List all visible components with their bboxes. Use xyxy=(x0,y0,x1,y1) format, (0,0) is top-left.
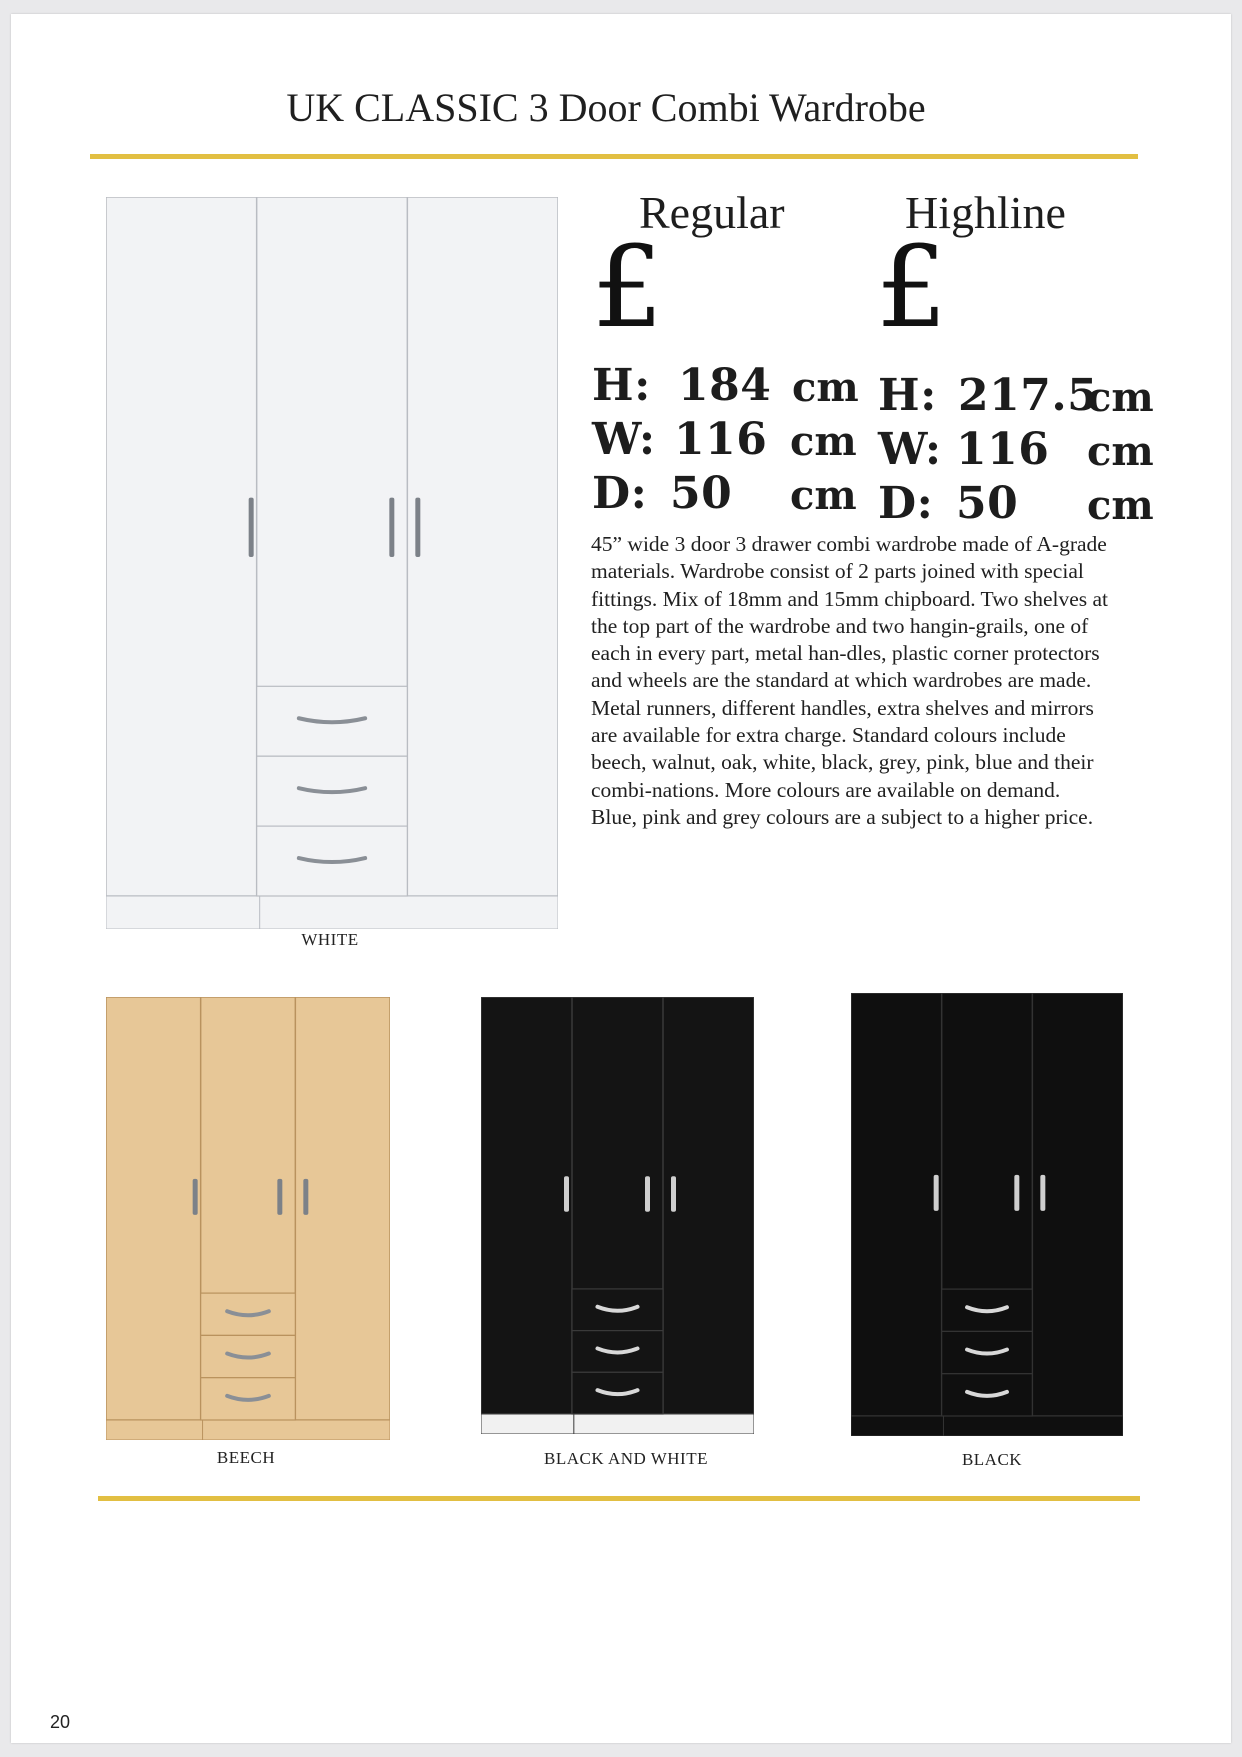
highline-depth-label: D: xyxy=(878,478,934,529)
door-handle xyxy=(193,1179,198,1215)
wardrobe-drawing xyxy=(106,197,558,929)
regular-heading: Regular xyxy=(639,187,785,238)
door-handle xyxy=(389,498,394,557)
regular-depth-unit: cm xyxy=(790,472,857,519)
highline-width-label: W: xyxy=(878,424,942,475)
highline-width-value: 116 xyxy=(956,424,1050,475)
caption-black-and-white: BLACK AND WHITE xyxy=(544,1449,708,1468)
caption-beech: BEECH xyxy=(216,1448,276,1467)
highline-heading: Highline xyxy=(905,187,1066,238)
regular-price-symbol: £ xyxy=(592,223,664,353)
bottom-divider xyxy=(98,1496,1140,1501)
door-handle xyxy=(671,1176,676,1211)
wardrobe-drawing xyxy=(481,997,754,1434)
caption-white: WHITE xyxy=(301,930,359,949)
door-handle xyxy=(415,498,420,557)
door-handle xyxy=(1014,1175,1019,1211)
door-handle xyxy=(645,1176,650,1211)
page-number: 20 xyxy=(50,1712,71,1732)
door-handle xyxy=(1040,1175,1045,1211)
door-handle xyxy=(277,1179,282,1215)
wardrobe-drawing xyxy=(106,997,390,1440)
door-handle xyxy=(249,498,254,557)
regular-depth-value: 50 xyxy=(670,468,733,519)
regular-height-label: H: xyxy=(592,360,651,411)
product-image-white xyxy=(106,197,558,929)
door-handle xyxy=(564,1176,569,1211)
product-description: 45” wide 3 door 3 drawer combi wardrobe made of A-grade materials. Wardrobe consist of 2 parts joined with special fittings. Mix of 18mm and 15mm chipboard. Two shelves at the top part of the wardrobe and two hangin-grails, one of each in every part, metal han-dles, plastic corner protectors and wheels are the standard at which wardrobes are made. Metal runners, different handles, extra shelves and mirrors are available for extra charge. Standard colours include beech, walnut, oak, white, black, grey, pink, blue and their combi-nations. More colours are available on demand. Blue, pink and grey colours are a subject to a higher price. xyxy=(591,532,1109,829)
highline-price-symbol: £ xyxy=(876,223,948,353)
regular-width-label: W: xyxy=(592,414,656,465)
caption-black: BLACK xyxy=(961,1450,1023,1469)
regular-depth-label: D: xyxy=(592,468,648,519)
highline-depth-unit: cm xyxy=(1087,482,1154,529)
regular-width-value: 116 xyxy=(674,414,768,465)
wardrobe-plinth xyxy=(851,1416,1123,1436)
top-divider xyxy=(90,154,1138,159)
highline-height-value: 217.5 xyxy=(958,370,1099,421)
wardrobe-plinth xyxy=(106,896,558,929)
highline-height-label: H: xyxy=(878,370,937,421)
wardrobe-drawing xyxy=(851,993,1123,1436)
regular-width-unit: cm xyxy=(790,418,857,465)
regular-height-unit: cm xyxy=(792,364,859,411)
page-title: UK CLASSIC 3 Door Combi Wardrobe xyxy=(286,85,926,130)
product-image-black-and-white xyxy=(481,997,754,1434)
door-handle xyxy=(303,1179,308,1215)
wardrobe-plinth xyxy=(481,1414,754,1434)
door-handle xyxy=(934,1175,939,1211)
highline-height-unit: cm xyxy=(1087,374,1154,421)
highline-depth-value: 50 xyxy=(956,478,1019,529)
wardrobe-plinth xyxy=(106,1420,390,1440)
product-image-black xyxy=(851,993,1123,1436)
highline-width-unit: cm xyxy=(1087,428,1154,475)
regular-height-value: 184 xyxy=(678,360,772,411)
product-image-beech xyxy=(106,997,390,1440)
